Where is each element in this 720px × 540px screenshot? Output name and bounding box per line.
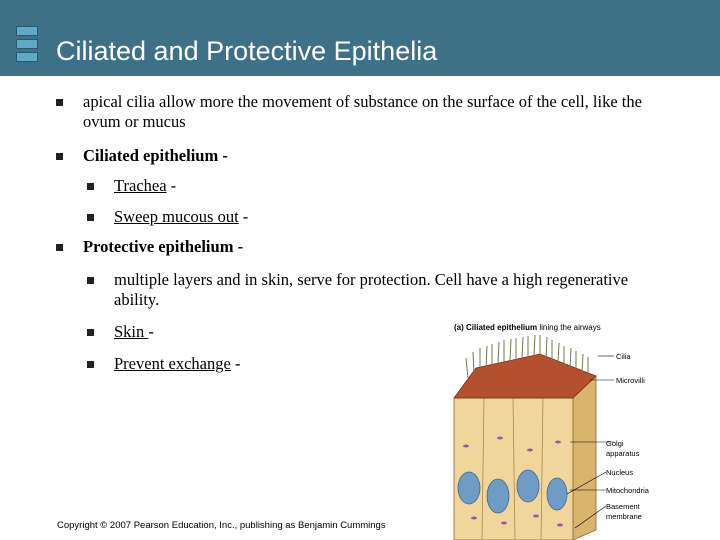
bullet-square-icon	[87, 214, 94, 221]
bullet-ciliated-epithelium: Ciliated epithelium -	[83, 146, 683, 166]
title-bar	[0, 0, 720, 76]
label-nucleus: Nucleus	[606, 468, 634, 477]
mucus-surface	[454, 354, 596, 398]
figure-caption: (a) Ciliated epithelium lining the airways	[454, 323, 601, 332]
bullet-square-icon	[56, 153, 63, 160]
slide-title: Ciliated and Protective Epithelia	[56, 36, 438, 66]
label-basement-1: Basement	[606, 502, 640, 511]
bullet-apical-cilia: apical cilia allow more the movement of substance on the surface of the cell, like the ovum or mucus	[83, 92, 683, 132]
ciliated-epithelium-figure	[440, 318, 720, 540]
label-microvilli: Microvilli	[616, 376, 645, 385]
copyright-notice: Copyright © 2007 Pearson Education, Inc., publishing as Benjamin Cummings	[57, 520, 386, 531]
bullet-square-icon	[87, 183, 94, 190]
bullet-square-icon	[56, 244, 63, 251]
bullet-square-icon	[87, 277, 94, 284]
bullet-prevent-exchange: Prevent exchange -	[114, 354, 414, 374]
label-basement-2: membrane	[606, 512, 642, 521]
bullet-square-icon	[87, 361, 94, 368]
bullet-square-icon	[87, 329, 94, 336]
label-mitochondria: Mitochondria	[606, 486, 649, 495]
bullet-multiple-layers: multiple layers and in skin, serve for protection. Cell have a high regenerative ability.	[114, 270, 654, 310]
bullet-protective-epithelium: Protective epithelium -	[83, 237, 683, 257]
bullet-sweep-mucous: Sweep mucous out -	[114, 207, 674, 227]
bullet-skin: Skin -	[114, 322, 414, 342]
logo-icon	[16, 26, 38, 66]
label-golgi-1: Golgi	[606, 439, 624, 448]
label-golgi-2: apparatus	[606, 449, 640, 458]
bullet-square-icon	[56, 99, 63, 106]
label-cilia: Cilia	[616, 352, 631, 361]
bullet-trachea: Trachea -	[114, 176, 674, 196]
